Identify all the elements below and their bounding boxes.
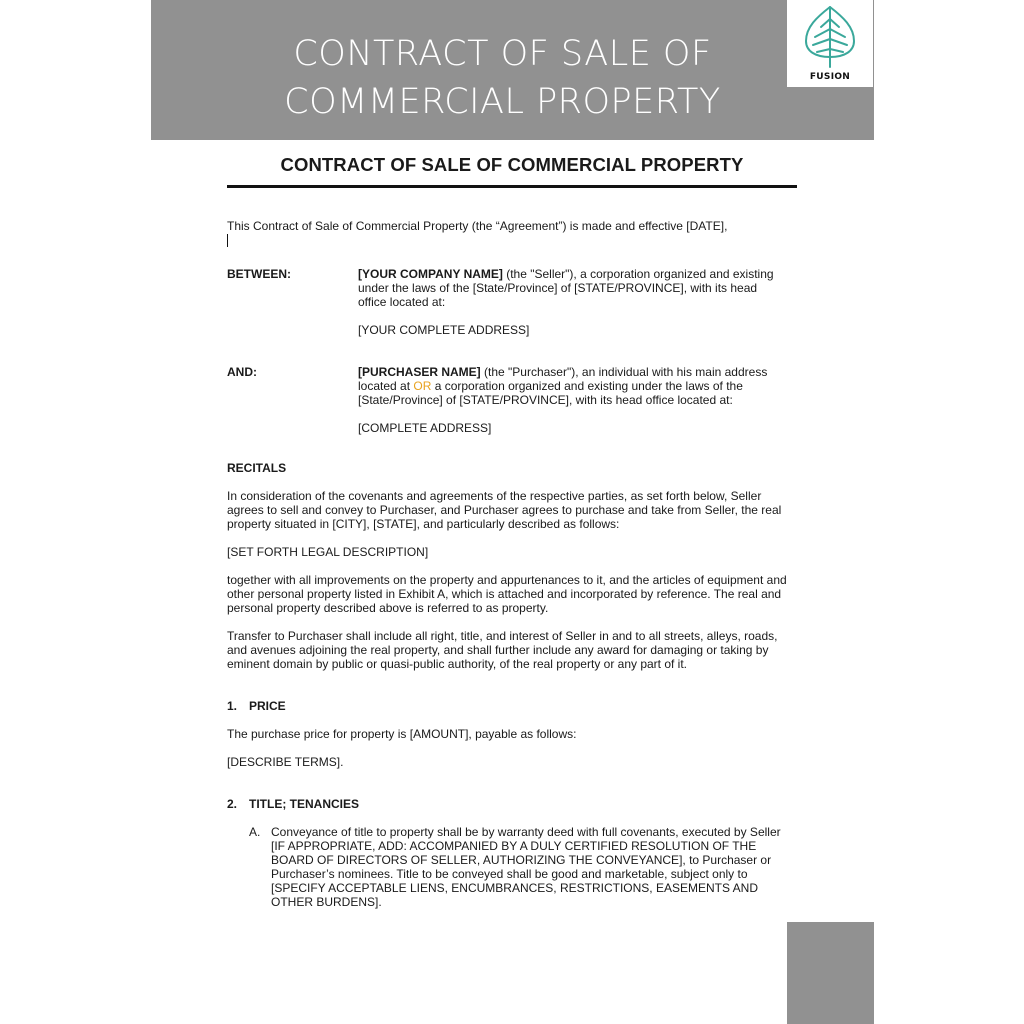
seller-details: [358, 267, 788, 337]
section-title: TITLE; TENANCIES: [249, 797, 359, 811]
document-title: CONTRACT OF SALE OF COMMERCIAL PROPERTY: [280, 154, 744, 175]
recitals-paragraph-3: together with all improvements on the property and appurtenances to it, and the articles of equipment and other personal property listed in Exhibit A, which is attached and incorporated by reference. The real and personal property described above is referred to as property.: [227, 573, 787, 615]
section-number: 1.: [227, 699, 238, 713]
corner-decoration-block: [787, 922, 874, 1024]
seller-address: [YOUR COMPLETE ADDRESS]: [358, 323, 530, 337]
purchaser-description-1: (the "Purchaser"), an individual with his main address located at: [358, 365, 768, 393]
terms-placeholder: [DESCRIBE TERMS].: [227, 755, 344, 769]
purchaser-name: [PURCHASER NAME]: [358, 365, 481, 379]
price-paragraph: The purchase price for property is [AMOUNT], payable as follows:: [227, 727, 577, 741]
seller-name: [YOUR COMPANY NAME]: [358, 267, 503, 281]
clause-text: Conveyance of title to property shall be by warranty deed with full covenants, executed by Seller [IF APPROPRIATE, ADD: ACCOMPANIED BY A DULY CERTIFIED RESOLUTION OF THE BOARD OF DIRECTORS OF SELLER, AUTHORIZING THE CONVEYANCE], to Purchaser or Purchaser’s nominees. Title to be conveyed shall be good and marketable, subject only to [SPECIFY ACCEPTABLE LIENS, ENCUMBRANCES, RESTRICTIONS, EASEMENTS AND OTHER BURDENS].: [271, 825, 781, 909]
header-banner: [151, 0, 874, 140]
recitals-paragraph-4: Transfer to Purchaser shall include all right, title, and interest of Seller in and to all streets, alleys, roads, and avenues adjoining the real property, and shall further include any award for damaging or taking by eminent domain by public or quasi-public authority, of the real property or any part of it.: [227, 629, 778, 671]
banner-title: [151, 30, 854, 126]
purchaser-details: [358, 365, 788, 435]
section-title-tenancies-heading: [227, 797, 797, 811]
seller-description: (the "Seller"), a corporation organized and existing under the laws of the [State/Province] of [STATE/PROVINCE], with its head office located at:: [358, 267, 774, 309]
party-between: [227, 267, 797, 337]
purchaser-description-2: a corporation organized and existing under the laws of the [State/Province] of [STATE/PROVINCE], with its head office located at:: [358, 379, 743, 407]
banner-title-line-1: CONTRACT OF SALE OF: [293, 34, 712, 74]
purchaser-address: [COMPLETE ADDRESS]: [358, 421, 492, 435]
between-label: BETWEEN:: [227, 267, 291, 281]
logo-text: FUSION: [809, 72, 851, 82]
text-cursor: [227, 234, 228, 247]
sub-clause-a: [227, 825, 797, 909]
and-label: AND:: [227, 365, 257, 379]
clause-letter: A.: [249, 825, 261, 839]
title-divider: [227, 185, 797, 188]
section-price-heading: [227, 699, 797, 713]
section-number: 2.: [227, 797, 238, 811]
recitals-heading: RECITALS: [227, 461, 287, 475]
party-and: [227, 365, 797, 435]
or-highlight: OR: [413, 379, 432, 393]
leaf-icon: [803, 5, 857, 69]
recitals-paragraph-1: In consideration of the covenants and agreements of the respective parties, as set forth below, Seller agrees to sell and convey to Purchaser, and Purchaser agrees to purchase and take from Seller, the real property situated in [CITY], [STATE], and particularly described as follows:: [227, 489, 782, 531]
legal-description-placeholder: [SET FORTH LEGAL DESCRIPTION]: [227, 545, 429, 559]
intro-paragraph: This Contract of Sale of Commercial Property (the “Agreement”) is made and effective [DATE],: [227, 219, 728, 233]
banner-title-line-2: COMMERCIAL PROPERTY: [284, 82, 721, 122]
contract-document: [227, 150, 797, 909]
section-title: PRICE: [249, 699, 286, 713]
fusion-logo: [787, 0, 873, 87]
